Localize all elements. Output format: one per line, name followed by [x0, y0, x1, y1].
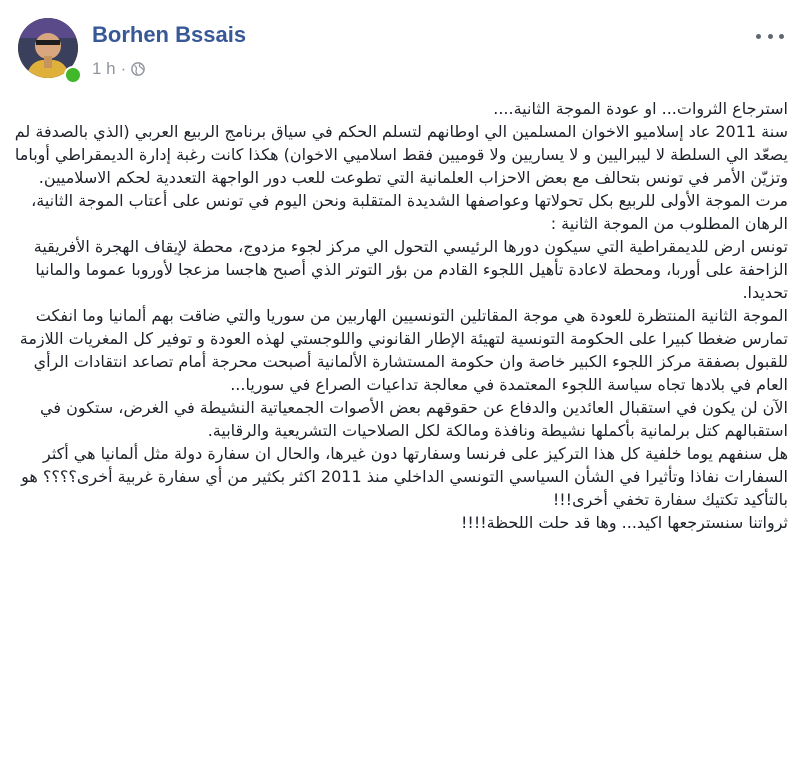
online-status-indicator	[64, 66, 82, 84]
post-time[interactable]: 1 h	[92, 59, 116, 78]
more-dot	[779, 34, 784, 39]
post-paragraph: تونس ارض للديمقراطية التي سيكون دورها الرئيسي التحول الي مركز لجوء مزدوج، محطة لإيقاف الهجرة الأفريقية الزاحفة على أوربا، ومحطة لاعادة تأهيل اللجوء القادم من بؤر التوتر الذي أصبح هاجسا مزعجا لأوروبا عموما والمانيا تحديدا.	[33, 237, 788, 302]
globe-icon[interactable]	[131, 62, 145, 76]
post-paragraph: الآن لن يكون في استقبال العائدين والدفاع عن حقوقهم بعض الأصوات الجمعياتية النشيطة في الغرض، ستكون في استقبالهم كتل برلمانية بأكملها نشيطة ونافذة ومالكة لكل الصلاحيات التشريعية والرقابية.	[40, 398, 788, 440]
more-options-icon[interactable]	[756, 30, 784, 42]
author-name[interactable]: Borhen Bssais	[92, 22, 247, 47]
post-paragraph: الرهان المطلوب من الموجة الثانية :	[550, 214, 788, 233]
more-dot	[768, 34, 773, 39]
post-meta	[92, 59, 145, 79]
meta-separator: ·	[120, 59, 127, 78]
post-paragraph: الموجة الثانية المنتظرة للعودة هي موجة المقاتلين التونسيين الهاربين من سوريا والتي ضاقت بهم ألمانيا وما انفكت تمارس ضغطا كبيرا على الحكومة التونسية لتهيئة الإطار القانوني واللوجستي لهذه العودة و توفير كل المغريات اللازمة للقبول بصفقة مركز اللجوء الكبير خاصة وان حكومة المستشارة الألمانية أصبحت محرجة أمام تصاعد انتقادات الرأي العام في بلادها تجاه سياسة اللجوء المعتمدة في معالجة تداعيات الصراع في سوريا...	[19, 306, 788, 394]
post-paragraph: سنة 2011 عاد إسلاميو الاخوان المسلمين الي اوطانهم لتسلم الحكم في سياق برنامج الربيع العربي (الذي بالصدفة لم يصعّد الي السلطة لا ليبراليين و لا يساريين ولا قوميين فقط اسلاميي الاخوان) هكذا كانت رغبة إدارة الديمقراطي أوباما وتزيّن الأمر في تونس بتحالف مع بعض الاحزاب العلمانية التي تطوعت للعب دور الواجهة التعددية لحكم الاسلاميين.	[14, 122, 788, 187]
post-paragraph: ثرواتنا سنسترجعها اكيد... وها قد حلت اللحظة!!!!	[461, 513, 788, 532]
post-header	[0, 0, 800, 92]
post-title: استرجاع الثروات... او عودة الموجة الثانية....	[493, 99, 788, 118]
post-paragraph: هل سنفهم يوما خلفية كل هذا التركيز على فرنسا وسفارتها دون غيرها، والحال ان سفارة دولة مثل ألمانيا هي أكثر السفارات نفاذا وتأثيرا في الشأن السياسي التونسي الداخلي منذ 2011 اكثر بكثير من أي سفارة غربية أخرى؟؟؟؟ هو بالتأكيد تكتيك سفارة تخفي أخرى!!!	[21, 444, 788, 509]
more-dot	[756, 34, 761, 39]
post-body	[12, 97, 788, 534]
post-paragraph: مرت الموجة الأولى للربيع بكل تحولاتها وعواصفها الشديدة المتقلبة ونحن اليوم في تونس على أعتاب الموجة الثانية،	[31, 191, 788, 210]
